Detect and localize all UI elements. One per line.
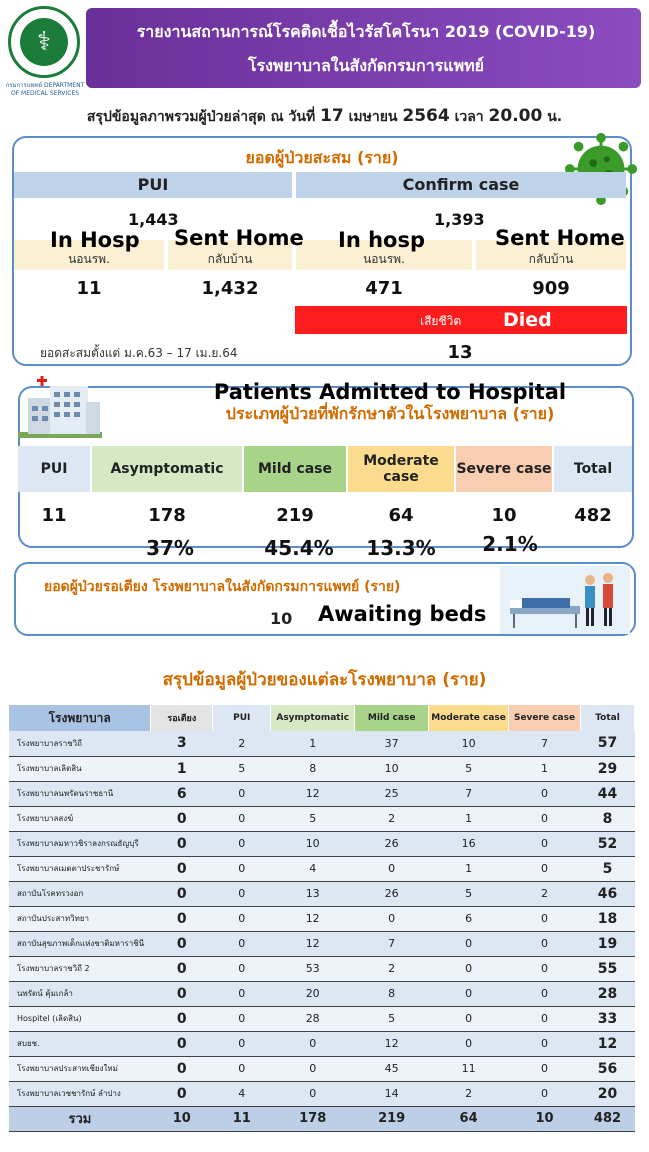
table-cell: 52 [581,831,635,856]
table-cell: 0 [213,956,271,981]
table-cell: 0 [151,956,213,981]
table-cell: 0 [151,906,213,931]
pui-home-th: กลับบ้าน [207,252,253,266]
pct-asymptomatic: 37% [146,536,194,560]
table-cell: 7 [509,731,581,756]
col-total: Total [581,705,635,731]
table-cell: 12 [271,781,355,806]
confirm-home-th: กลับบ้าน [528,252,574,266]
table-row [9,1031,635,1056]
total-cell: 10 [151,1106,213,1131]
adm-value-total: 482 [574,505,612,526]
table-row [9,906,635,931]
table-cell: 2 [509,881,581,906]
hospital-name-cell: โรงพยาบาลประสาทเชียงใหม่ [9,1056,151,1081]
table-cell: 0 [509,1006,581,1031]
total-cell: 10 [509,1106,581,1131]
table-cell: 46 [581,881,635,906]
table-cell: 2 [355,956,429,981]
adm-value-pui: 11 [41,505,67,526]
pct-severe: 2.1% [482,532,538,556]
table-cell: 14 [355,1081,429,1106]
table-cell: 18 [581,906,635,931]
table-cell: 45 [355,1056,429,1081]
table-cell: 0 [509,981,581,1006]
died-value: 13 [447,342,473,363]
pui-in-value: 11 [76,278,102,299]
adm-header-moderate: Moderate case [348,446,454,492]
table-row [9,1006,635,1031]
table-cell: 0 [151,1031,213,1056]
table-row [9,1081,635,1106]
table-cell: 1 [429,856,509,881]
table-cell: 8 [355,981,429,1006]
adm-value-asymptomatic: 178 [148,505,186,526]
confirm-in-th: นอนรพ. [363,252,405,266]
table-cell: 55 [581,956,635,981]
table-cell: 4 [213,1081,271,1106]
table-cell: 0 [429,1006,509,1031]
table-cell: 0 [355,906,429,931]
table-row [9,981,635,1006]
hospital-name-cell: สบยช. [9,1031,151,1056]
hospital-name-cell: สถาบันประสาทวิทยา [9,906,151,931]
hospital-name-cell: โรงพยาบาลเมตตาประชารักษ์ [9,856,151,881]
total-cell: 482 [581,1106,635,1131]
table-cell: 5 [355,1006,429,1031]
hospital-table [9,705,635,1132]
table-cell: 0 [213,806,271,831]
confirm-in-value: 471 [365,278,403,299]
hospital-building-icon [14,376,104,440]
table-cell: 0 [509,956,581,981]
hospital-name-cell: นพรัตน์ คุ้มเกล้า [9,981,151,1006]
col-hospital: โรงพยาบาล [9,705,151,731]
table-cell: 37 [355,731,429,756]
table-cell: 0 [151,1056,213,1081]
table-cell: 5 [213,756,271,781]
hospital-bed-icon [500,566,630,634]
table-cell: 0 [213,856,271,881]
col-waiting: รอเตียง [151,705,213,731]
cumulative-note: ยอดสะสมตั้งแต่ ม.ค.63 – 17 เม.ย.64 [40,346,238,360]
table-cell: 6 [151,781,213,806]
adm-value-moderate: 64 [388,505,414,526]
total-cell: 11 [213,1106,271,1131]
table-cell: 1 [271,731,355,756]
died-th-label: เสียชีวิต [420,314,462,328]
table-cell: 0 [213,906,271,931]
total-cell: 219 [355,1106,429,1131]
table-cell: 5 [581,856,635,881]
table-cell: 0 [509,831,581,856]
table-cell: 28 [271,1006,355,1031]
table-cell: 12 [581,1031,635,1056]
pui-in-label: In Hosp [50,228,140,252]
table-cell: 2 [213,731,271,756]
table-row [9,756,635,781]
table-cell: 20 [581,1081,635,1106]
table-cell: 20 [271,981,355,1006]
table-cell: 6 [429,906,509,931]
table-row [9,781,635,806]
pct-mild: 45.4% [264,536,334,560]
col-moderate: Moderate case [429,705,509,731]
pui-home-label: Sent Home [174,226,304,250]
table-cell: 0 [509,906,581,931]
table-cell: 44 [581,781,635,806]
hospital-name-cell: สถาบันโรคทรวงอก [9,881,151,906]
table-cell: 19 [581,931,635,956]
report-title: รายงานสถานการณ์โรคติดเชื้อไวรัสโคโรนา 2019 (COVID-19) [136,22,596,41]
hospital-name-cell: โรงพยาบาลราชวิถี 2 [9,956,151,981]
table-row [9,1056,635,1081]
table-cell: 25 [355,781,429,806]
hospital-name-cell: โรงพยาบาลสงฆ์ [9,806,151,831]
waiting-title-en: Awaiting beds [318,602,487,626]
col-severe: Severe case [509,705,581,731]
hospital-name-cell: โรงพยาบาลราชวิถี [9,731,151,756]
col-mild: Mild case [355,705,429,731]
table-title: สรุปข้อมูลผู้ป่วยของแต่ละโรงพยาบาล (ราย) [162,670,487,690]
table-cell: 0 [213,781,271,806]
table-cell: 0 [509,781,581,806]
table-cell: 33 [581,1006,635,1031]
table-cell: 0 [271,1081,355,1106]
table-cell: 10 [271,831,355,856]
table-cell: 0 [151,931,213,956]
table-cell: 0 [271,1056,355,1081]
table-cell: 0 [151,881,213,906]
table-cell: 8 [271,756,355,781]
table-row [9,956,635,981]
pct-moderate: 13.3% [366,536,436,560]
table-total-row [9,1106,635,1131]
table-cell: 12 [271,906,355,931]
table-cell: 0 [509,1031,581,1056]
table-cell: 8 [581,806,635,831]
table-cell: 2 [429,1081,509,1106]
table-cell: 57 [581,731,635,756]
table-cell: 0 [509,856,581,881]
table-cell: 10 [355,756,429,781]
table-cell: 0 [509,806,581,831]
table-cell: 3 [151,731,213,756]
waiting-title-th: ยอดผู้ป่วยรอเตียง โรงพยาบาลในสังกัดกรมการแพทย์ (ราย) [44,579,401,595]
confirm-home-label: Sent Home [495,226,625,250]
waiting-count: 10 [270,609,293,628]
table-cell: 1 [151,756,213,781]
table-cell: 11 [429,1056,509,1081]
table-cell: 0 [429,956,509,981]
table-cell: 0 [151,856,213,881]
adm-header-pui: PUI [18,446,90,492]
table-cell: 0 [151,1006,213,1031]
table-cell: 0 [509,931,581,956]
table-header-row [9,705,635,731]
confirm-home-value: 909 [532,278,570,299]
table-cell: 5 [271,806,355,831]
confirm-in-label: In hosp [338,228,425,252]
table-cell: 7 [355,931,429,956]
col-pui: PUI [213,705,271,731]
confirm-header: Confirm case [296,172,626,198]
table-cell: 53 [271,956,355,981]
table-cell: 2 [355,806,429,831]
table-cell: 0 [271,1031,355,1056]
table-cell: 5 [429,756,509,781]
table-row [9,831,635,856]
table-cell: 12 [355,1031,429,1056]
table-cell: 4 [271,856,355,881]
hospital-name-cell: โรงพยาบาลนพรัตนราชธานี [9,781,151,806]
table-row [9,856,635,881]
table-cell: 28 [581,981,635,1006]
table-cell: 0 [213,931,271,956]
hospital-name-cell: สถาบันสุขภาพเด็กแห่งชาติมหาราชินี [9,931,151,956]
table-cell: 26 [355,831,429,856]
table-cell: 0 [151,831,213,856]
admitted-title-th: ประเภทผู้ป่วยที่พักรักษาตัวในโรงพยาบาล (ราย) [225,404,555,423]
table-row [9,731,635,756]
table-cell: 0 [509,1056,581,1081]
hospital-name-cell: โรงพยาบาลเวชชารักษ์ ลำปาง [9,1081,151,1106]
table-cell: 0 [213,1006,271,1031]
table-cell: 12 [271,931,355,956]
cumulative-title: ยอดผู้ป่วยสะสม (ราย) [245,148,399,167]
col-asymptomatic: Asymptomatic [271,705,355,731]
logo-caption: กรมการแพทย์ DEPARTMENT OF MEDICAL SERVICES [5,82,85,97]
table-cell: 13 [271,881,355,906]
caduceus-icon: ⚕ [20,18,68,66]
pui-header: PUI [14,172,292,198]
table-cell: 7 [429,781,509,806]
pui-home-value: 1,432 [201,278,259,299]
total-cell: 178 [271,1106,355,1131]
ministry-logo [8,6,80,78]
adm-value-mild: 219 [276,505,314,526]
table-row [9,806,635,831]
table-cell: 0 [429,931,509,956]
table-cell: 56 [581,1056,635,1081]
pui-in-th: นอนรพ. [68,252,110,266]
adm-header-asymptomatic: Asymptomatic [92,446,242,492]
table-cell: 0 [355,856,429,881]
table-cell: 0 [151,806,213,831]
table-cell: 0 [213,881,271,906]
table-cell: 16 [429,831,509,856]
total-cell: 64 [429,1106,509,1131]
table-cell: 5 [429,881,509,906]
table-cell: 0 [151,981,213,1006]
died-en-label: Died [503,309,552,331]
hospital-name-cell: โรงพยาบาลเลิดสิน [9,756,151,781]
table-cell: 0 [151,1081,213,1106]
table-row [9,931,635,956]
report-subtitle: โรงพยาบาลในสังกัดกรมการแพทย์ [247,56,485,75]
table-row [9,881,635,906]
admitted-title-en: Patients Admitted to Hospital [213,380,567,404]
adm-header-total: Total [554,446,632,492]
confirm-total: 1,393 [434,210,485,229]
table-cell: 0 [213,831,271,856]
table-cell: 0 [213,1056,271,1081]
pui-total: 1,443 [128,210,179,229]
table-cell: 26 [355,881,429,906]
table-cell: 1 [509,756,581,781]
table-cell: 0 [429,1031,509,1056]
hospital-name-cell: โรงพยาบาลมหาวชิราลงกรณธัญบุรี [9,831,151,856]
adm-value-severe: 10 [491,505,517,526]
table-cell: 1 [429,806,509,831]
table-cell: 10 [429,731,509,756]
adm-header-mild: Mild case [244,446,346,492]
table-cell: 0 [429,981,509,1006]
total-label-cell: รวม [9,1106,151,1131]
summary-line: สรุปข้อมูลภาพรวมผู้ป่วยล่าสุด ณ วันที่ 17 เมษายน 2564 เวลา 20.00 น. [86,106,563,126]
table-cell: 0 [509,1081,581,1106]
table-cell: 29 [581,756,635,781]
table-cell: 0 [213,1031,271,1056]
adm-header-severe: Severe case [456,446,552,492]
hospital-name-cell: Hospitel (เลิดสิน) [9,1006,151,1031]
table-cell: 0 [213,981,271,1006]
